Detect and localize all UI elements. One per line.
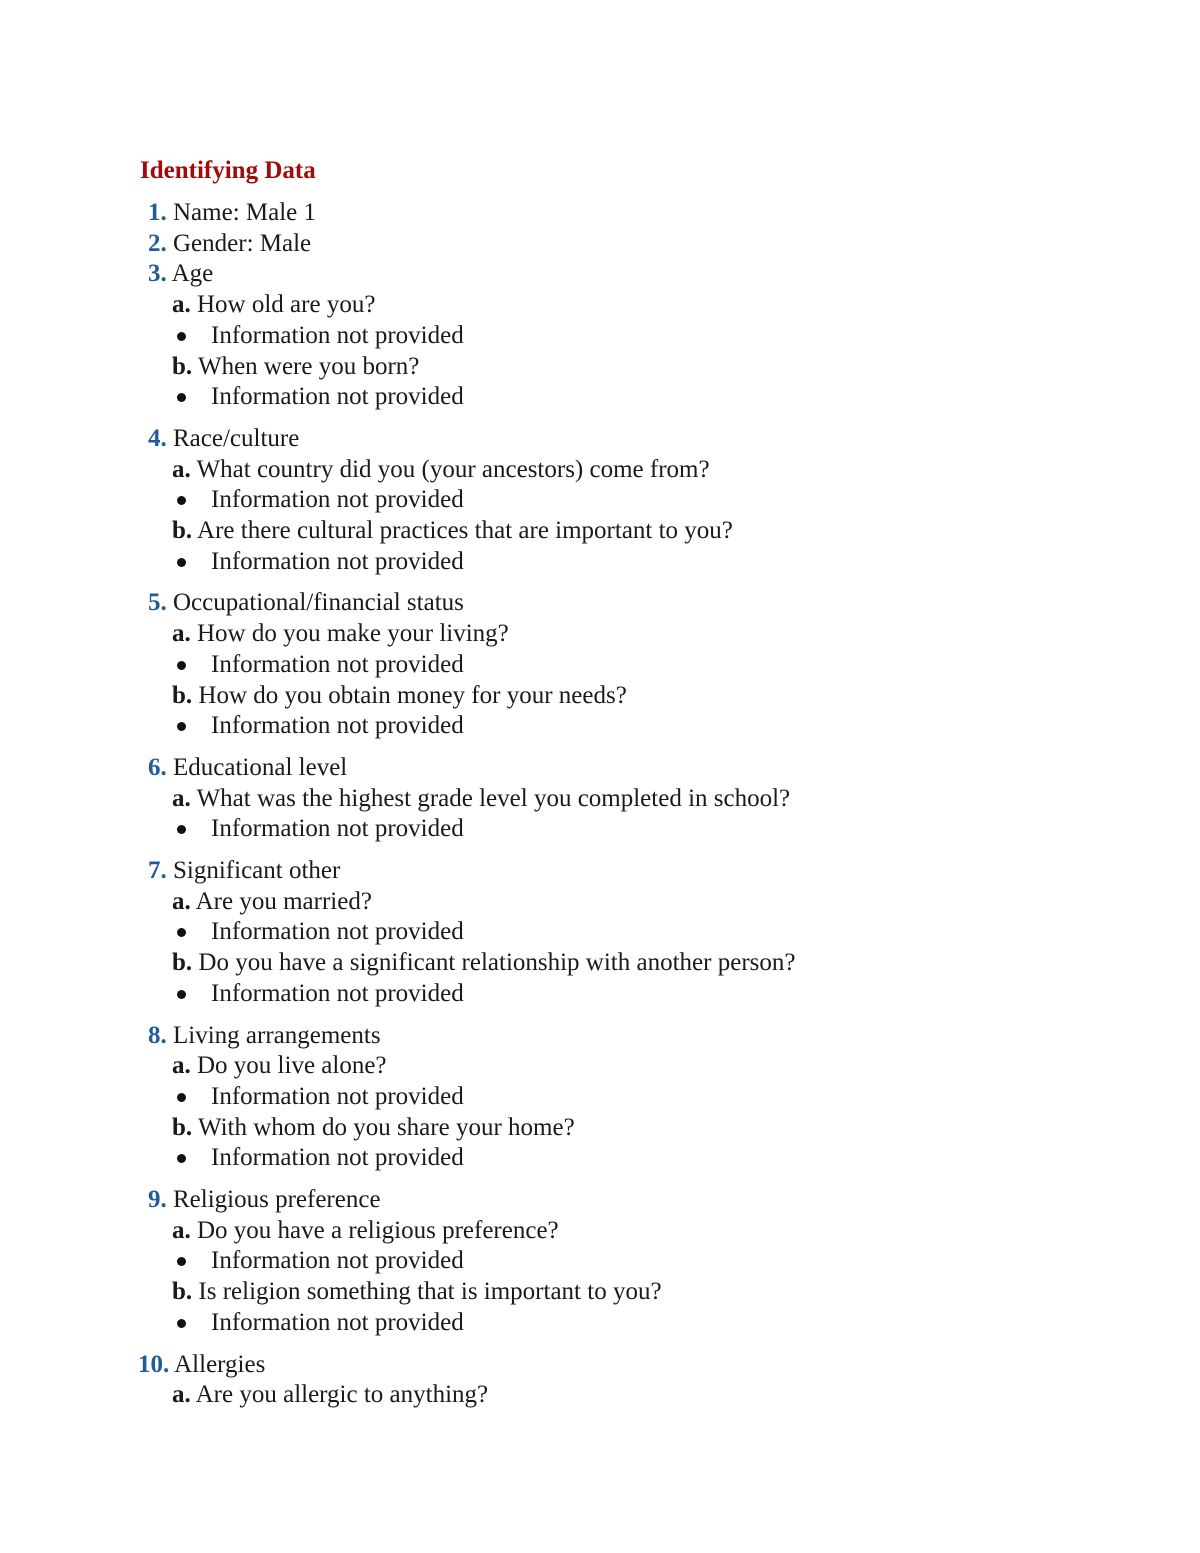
question-text: When were you born? [197, 352, 420, 380]
bullet-icon [177, 661, 186, 670]
item-number: 4. [148, 424, 167, 452]
bullet-icon [177, 1319, 186, 1328]
item-label: Name: Male 1 [173, 199, 317, 226]
question-line [172, 1113, 575, 1143]
outline-item [148, 424, 299, 454]
item-label: Occupational/financial status [173, 589, 464, 617]
item-label: Age [171, 260, 214, 288]
item-number: 3. [148, 260, 167, 288]
outline-item [148, 856, 340, 886]
question-text: Are you married? [195, 887, 372, 915]
bullet-icon [177, 825, 186, 834]
outline-item [148, 259, 213, 289]
answer-line: Information not provided [211, 1247, 464, 1275]
question-letter: b. [172, 352, 193, 380]
question-text: How old are you? [197, 291, 376, 319]
question-letter: a. [172, 620, 191, 648]
outline-item [148, 588, 464, 618]
question-letter: a. [172, 1381, 191, 1409]
question-text: With whom do you share your home? [197, 1113, 575, 1141]
bullet-icon [177, 722, 186, 731]
bullet-icon [177, 496, 186, 505]
answer-line: Information not provided [211, 321, 464, 349]
question-letter: b. [172, 1278, 193, 1306]
question-letter: b. [172, 517, 193, 544]
question-text: Are you allergic to anything? [195, 1381, 489, 1409]
question-line [172, 455, 710, 485]
question-text: Is religion something that is important to you? [198, 1278, 662, 1306]
item-label: Living arrangements [173, 1021, 381, 1049]
answer-line: Information not provided [211, 1082, 464, 1110]
outline-item [148, 753, 347, 783]
item-number: 2. [148, 229, 167, 257]
answer-line: Information not provided [211, 815, 464, 843]
item-label: Race/culture [173, 424, 300, 452]
outline-item [148, 229, 311, 259]
outline-item [148, 1021, 381, 1051]
question-line [172, 290, 375, 320]
item-number: 5. [148, 589, 167, 617]
question-letter: a. [172, 887, 191, 915]
bullet-icon [177, 393, 186, 402]
question-line [172, 887, 372, 917]
question-line [172, 948, 795, 978]
answer-line: Information not provided [211, 918, 464, 946]
question-line [172, 1051, 387, 1081]
question-letter: b. [172, 1113, 193, 1141]
question-letter: a. [172, 291, 191, 319]
outline-item [138, 1350, 265, 1380]
question-letter: a. [172, 1052, 191, 1080]
outline-item [148, 198, 316, 228]
question-text: What country did you (your ancestors) come from? [196, 455, 710, 483]
answer-line: Information not provided [211, 383, 464, 411]
question-line [172, 784, 790, 814]
question-text: How do you make your living? [197, 620, 509, 648]
question-letter: b. [172, 681, 193, 709]
item-label: Religious preference [173, 1186, 381, 1213]
bullet-icon [177, 1257, 186, 1266]
question-line [172, 352, 419, 382]
bullet-icon [177, 990, 186, 999]
question-text: Are there cultural practices that are important to you? [197, 517, 733, 544]
answer-line: Information not provided [211, 547, 464, 575]
question-letter: b. [172, 949, 193, 977]
question-line [172, 619, 509, 649]
item-number: 8. [148, 1021, 167, 1049]
item-number: 7. [148, 857, 167, 884]
item-number: 10. [138, 1350, 170, 1378]
question-text: Do you live alone? [197, 1052, 387, 1080]
bullet-icon [177, 1154, 186, 1163]
bullet-icon [177, 332, 186, 341]
question-text: How do you obtain money for your needs? [198, 681, 627, 709]
bullet-icon [177, 1093, 186, 1102]
question-line [172, 516, 733, 546]
answer-line: Information not provided [211, 1144, 464, 1172]
question-text: What was the highest grade level you completed in school? [196, 784, 791, 812]
item-label: Educational level [173, 753, 348, 781]
bullet-icon [177, 558, 186, 567]
item-label: Significant other [173, 857, 341, 884]
answer-line: Information not provided [211, 1308, 464, 1336]
question-line [172, 1380, 488, 1410]
question-letter: a. [172, 1216, 191, 1244]
answer-line: Information not provided [211, 712, 464, 740]
answer-line: Information not provided [211, 650, 464, 678]
question-letter: a. [172, 784, 191, 812]
answer-line: Information not provided [211, 979, 464, 1007]
item-label: Gender: Male [173, 229, 312, 257]
item-number: 1. [148, 199, 167, 226]
item-number: 9. [148, 1186, 167, 1213]
bullet-icon [177, 928, 186, 937]
question-letter: a. [172, 455, 191, 483]
document-heading: Identifying Data [140, 157, 316, 184]
question-text: Do you have a significant relationship with another person? [198, 949, 796, 977]
question-line [172, 1277, 662, 1307]
question-text: Do you have a religious preference? [197, 1216, 559, 1244]
outline-item [148, 1185, 381, 1215]
item-label: Allergies [174, 1350, 266, 1378]
question-line [172, 1216, 559, 1246]
question-line [172, 681, 627, 711]
answer-line: Information not provided [211, 486, 464, 514]
item-number: 6. [148, 753, 167, 781]
